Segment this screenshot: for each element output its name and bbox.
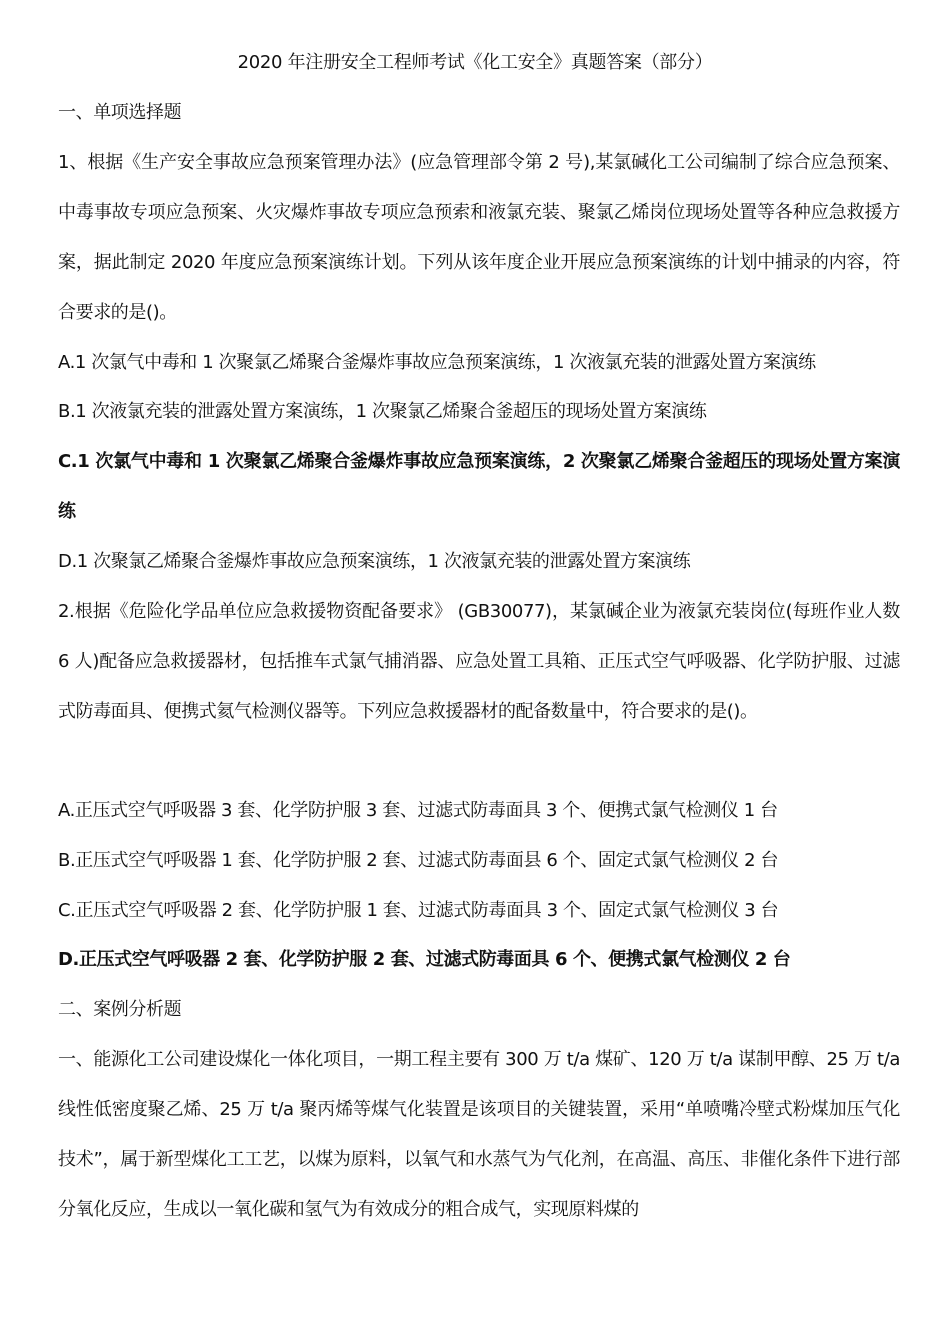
question-2-option-b: B.正压式空气呼吸器 1 套、化学防护服 2 套、过滤式防毒面县 6 个、固定式氯气检测仪 2 台: [58, 850, 779, 871]
question-2-option-d-answer: D.正压式空气呼吸器 2 套、化学防护服 2 套、过滤式防毒面具 6 个、便携式氯气检测仪 2 台: [58, 949, 791, 970]
question-1-option-c-answer: C.1 次氯气中毒和 1 次聚氯乙烯聚合釜爆炸事故应急预案演练，2 次聚氯乙烯聚合釜超压的现场处置方案演练: [58, 451, 900, 522]
question-2-option-a: A.正压式空气呼吸器 3 套、化学防护服 3 套、过滤式防毒面具 3 个、便携式氯气检测仪 1 台: [58, 800, 778, 821]
question-2-stem: 2.根据《危险化学品单位应急救援物资配备要求》 (GB30077)，某氯碱企业为液氯充装岗位(每班作业人数 6 人)配备应急救援器材，包括推车式氯气捕消器、应急处置工具箱、正压式空气呼吸器、化学防护服、过滤式防毒面具、便携式氦气检测仪器等。下列应急救援器材的配备数量中，符合要求的是()。: [58, 601, 900, 722]
case-1-paragraph: 一、能源化工公司建设煤化一体化项目，一期工程主要有 300 万 t/a 煤矿、120 万 t/a 谋制甲醇、25 万 t/a 线性低密度聚乙烯、25 万 t/a 聚丙烯等煤气化装置是该项目的关键装置，采用“单喷嘴冷壁式粉煤加压气化技术”，属于新型煤化工工艺，以煤为原料，以氧气和水蒸气为气化剂，在高温、高压、非催化条件下进行部分氧化反应，生成以一氧化碳和氢气为有效成分的粗合成气，实现原料煤的: [58, 1049, 900, 1220]
section-heading-case-analysis: 二、案例分析题: [58, 999, 182, 1020]
question-1-option-b: B.1 次液氯充装的泄露处置方案演练，1 次聚氯乙烯聚合釜超压的现场处置方案演练: [58, 401, 707, 422]
question-2-option-c: C.正压式空气呼吸器 2 套、化学防护服 1 套、过滤式防毒面具 3 个、固定式氯气检测仪 3 台: [58, 900, 779, 921]
question-1-option-d: D.1 次聚氯乙烯聚合釜爆炸事故应急预案演练，1 次液氯充装的泄露处置方案演练: [58, 551, 691, 572]
question-1-option-a: A.1 次氯气中毒和 1 次聚氯乙烯聚合釜爆炸事故应急预案演练，1 次液氯充装的泄露处置方案演练: [58, 352, 816, 373]
section-heading-single-choice: 一、单项选择题: [58, 102, 182, 123]
document-title: 2020 年注册安全工程师考试《化工安全》真题答案（部分）: [237, 52, 713, 73]
question-1-stem: 1、根据《生产安全事故应急预案管理办法》(应急管理部令第 2 号),某氯碱化工公司编制了综合应急预案、中毒事故专项应急预案、火灾爆炸事故专项应急预索和液氯充装、聚氯乙烯岗位现场处置等各种应急救援方案，据此制定 2020 年度应急预案演练计划。下列从该年度企业开展应急预案演练的计划中捕录的内容，符合要求的是()。: [58, 152, 900, 323]
